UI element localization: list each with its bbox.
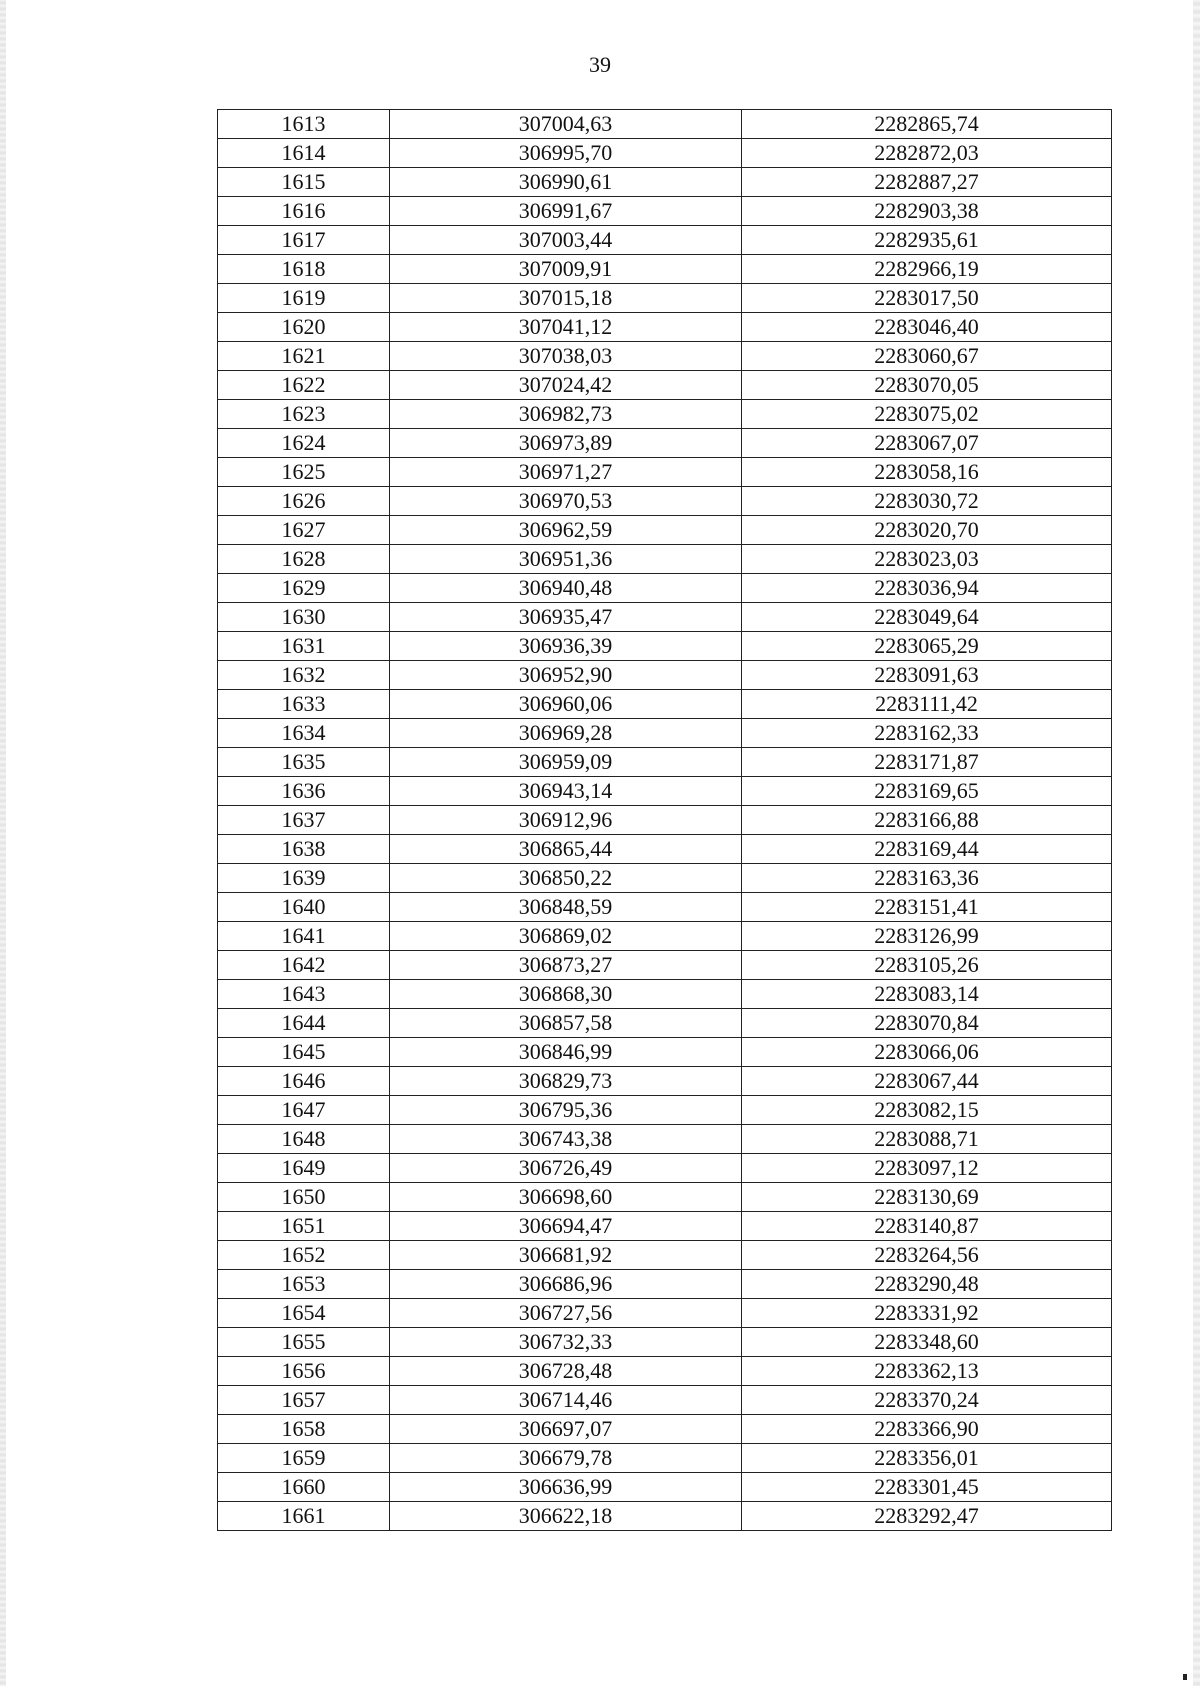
point-number-cell: 1657 (218, 1386, 390, 1415)
point-number-cell: 1652 (218, 1241, 390, 1270)
x-coordinate-cell: 306952,90 (390, 661, 742, 690)
x-coordinate-cell: 306743,38 (390, 1125, 742, 1154)
point-number-cell: 1624 (218, 429, 390, 458)
table-row (218, 603, 1112, 632)
y-coordinate-cell: 2282935,61 (742, 226, 1112, 255)
table-row (218, 719, 1112, 748)
x-coordinate-cell: 306962,59 (390, 516, 742, 545)
y-coordinate-cell: 2283060,67 (742, 342, 1112, 371)
table-row (218, 1241, 1112, 1270)
table-row (218, 1473, 1112, 1502)
x-coordinate-cell: 306990,61 (390, 168, 742, 197)
x-coordinate-cell: 306991,67 (390, 197, 742, 226)
table-row (218, 1183, 1112, 1212)
y-coordinate-cell: 2283292,47 (742, 1502, 1112, 1531)
table-row (218, 1502, 1112, 1531)
table-row (218, 632, 1112, 661)
y-coordinate-cell: 2283105,26 (742, 951, 1112, 980)
point-number-cell: 1627 (218, 516, 390, 545)
x-coordinate-cell: 306951,36 (390, 545, 742, 574)
point-number-cell: 1618 (218, 255, 390, 284)
table-row (218, 545, 1112, 574)
point-number-cell: 1625 (218, 458, 390, 487)
point-number-cell: 1623 (218, 400, 390, 429)
y-coordinate-cell: 2283169,44 (742, 835, 1112, 864)
point-number-cell: 1614 (218, 139, 390, 168)
table-row (218, 690, 1112, 719)
point-number-cell: 1643 (218, 980, 390, 1009)
table-row (218, 139, 1112, 168)
point-number-cell: 1645 (218, 1038, 390, 1067)
x-coordinate-cell: 306971,27 (390, 458, 742, 487)
table-row (218, 400, 1112, 429)
point-number-cell: 1628 (218, 545, 390, 574)
y-coordinate-cell: 2283017,50 (742, 284, 1112, 313)
table-row (218, 748, 1112, 777)
y-coordinate-cell: 2283097,12 (742, 1154, 1112, 1183)
y-coordinate-cell: 2283362,13 (742, 1357, 1112, 1386)
table-row (218, 777, 1112, 806)
point-number-cell: 1654 (218, 1299, 390, 1328)
x-coordinate-cell: 306714,46 (390, 1386, 742, 1415)
y-coordinate-cell: 2283370,24 (742, 1386, 1112, 1415)
y-coordinate-cell: 2282903,38 (742, 197, 1112, 226)
point-number-cell: 1639 (218, 864, 390, 893)
point-number-cell: 1651 (218, 1212, 390, 1241)
x-coordinate-cell: 306848,59 (390, 893, 742, 922)
point-number-cell: 1633 (218, 690, 390, 719)
table-row (218, 1154, 1112, 1183)
point-number-cell: 1632 (218, 661, 390, 690)
table-row (218, 574, 1112, 603)
table-row (218, 806, 1112, 835)
x-coordinate-cell: 306959,09 (390, 748, 742, 777)
x-coordinate-cell: 306869,02 (390, 922, 742, 951)
point-number-cell: 1635 (218, 748, 390, 777)
point-number-cell: 1647 (218, 1096, 390, 1125)
scan-corner-mark (1183, 1674, 1187, 1680)
y-coordinate-cell: 2283126,99 (742, 922, 1112, 951)
table-row (218, 110, 1112, 139)
x-coordinate-cell: 306973,89 (390, 429, 742, 458)
y-coordinate-cell: 2283066,06 (742, 1038, 1112, 1067)
point-number-cell: 1660 (218, 1473, 390, 1502)
x-coordinate-cell: 306982,73 (390, 400, 742, 429)
y-coordinate-cell: 2283356,01 (742, 1444, 1112, 1473)
x-coordinate-cell: 307038,03 (390, 342, 742, 371)
y-coordinate-cell: 2283046,40 (742, 313, 1112, 342)
point-number-cell: 1615 (218, 168, 390, 197)
table-row (218, 168, 1112, 197)
table-row (218, 458, 1112, 487)
y-coordinate-cell: 2283083,14 (742, 980, 1112, 1009)
y-coordinate-cell: 2283020,70 (742, 516, 1112, 545)
y-coordinate-cell: 2283067,07 (742, 429, 1112, 458)
y-coordinate-cell: 2283082,15 (742, 1096, 1112, 1125)
x-coordinate-cell: 306943,14 (390, 777, 742, 806)
x-coordinate-cell: 306698,60 (390, 1183, 742, 1212)
y-coordinate-cell: 2282865,74 (742, 110, 1112, 139)
y-coordinate-cell: 2283049,64 (742, 603, 1112, 632)
x-coordinate-cell: 306679,78 (390, 1444, 742, 1473)
y-coordinate-cell: 2283030,72 (742, 487, 1112, 516)
point-number-cell: 1648 (218, 1125, 390, 1154)
table-row (218, 1125, 1112, 1154)
x-coordinate-cell: 306857,58 (390, 1009, 742, 1038)
page-number: 39 (589, 52, 611, 77)
table-row (218, 835, 1112, 864)
x-coordinate-cell: 306912,96 (390, 806, 742, 835)
point-number-cell: 1631 (218, 632, 390, 661)
table-row (218, 1328, 1112, 1357)
y-coordinate-cell: 2283070,05 (742, 371, 1112, 400)
table-row (218, 1038, 1112, 1067)
table-row (218, 1357, 1112, 1386)
y-coordinate-cell: 2283091,63 (742, 661, 1112, 690)
x-coordinate-cell: 307009,91 (390, 255, 742, 284)
table-row (218, 284, 1112, 313)
y-coordinate-cell: 2282966,19 (742, 255, 1112, 284)
point-number-cell: 1642 (218, 951, 390, 980)
table-row (218, 255, 1112, 284)
point-number-cell: 1649 (218, 1154, 390, 1183)
table-row (218, 516, 1112, 545)
y-coordinate-cell: 2283070,84 (742, 1009, 1112, 1038)
y-coordinate-cell: 2283169,65 (742, 777, 1112, 806)
point-number-cell: 1646 (218, 1067, 390, 1096)
y-coordinate-cell: 2283130,69 (742, 1183, 1112, 1212)
point-number-cell: 1636 (218, 777, 390, 806)
table-row (218, 1009, 1112, 1038)
y-coordinate-cell: 2282872,03 (742, 139, 1112, 168)
x-coordinate-cell: 307003,44 (390, 226, 742, 255)
x-coordinate-cell: 307024,42 (390, 371, 742, 400)
x-coordinate-cell: 306850,22 (390, 864, 742, 893)
table-row (218, 893, 1112, 922)
x-coordinate-cell: 306868,30 (390, 980, 742, 1009)
y-coordinate-cell: 2283067,44 (742, 1067, 1112, 1096)
point-number-cell: 1619 (218, 284, 390, 313)
x-coordinate-cell: 306846,99 (390, 1038, 742, 1067)
y-coordinate-cell: 2283264,56 (742, 1241, 1112, 1270)
table-row (218, 1096, 1112, 1125)
y-coordinate-cell: 2283088,71 (742, 1125, 1112, 1154)
y-coordinate-cell: 2283162,33 (742, 719, 1112, 748)
x-coordinate-cell: 306694,47 (390, 1212, 742, 1241)
point-number-cell: 1644 (218, 1009, 390, 1038)
y-coordinate-cell: 2283023,03 (742, 545, 1112, 574)
x-coordinate-cell: 306726,49 (390, 1154, 742, 1183)
x-coordinate-cell: 307015,18 (390, 284, 742, 313)
x-coordinate-cell: 306697,07 (390, 1415, 742, 1444)
table-row (218, 1415, 1112, 1444)
x-coordinate-cell: 306960,06 (390, 690, 742, 719)
point-number-cell: 1634 (218, 719, 390, 748)
table-row (218, 1067, 1112, 1096)
point-number-cell: 1653 (218, 1270, 390, 1299)
x-coordinate-cell: 306969,28 (390, 719, 742, 748)
point-number-cell: 1640 (218, 893, 390, 922)
point-number-cell: 1656 (218, 1357, 390, 1386)
x-coordinate-cell: 306727,56 (390, 1299, 742, 1328)
point-number-cell: 1655 (218, 1328, 390, 1357)
x-coordinate-cell: 306732,33 (390, 1328, 742, 1357)
table-row (218, 1270, 1112, 1299)
point-number-cell: 1661 (218, 1502, 390, 1531)
table-row (218, 1444, 1112, 1473)
y-coordinate-cell: 2283065,29 (742, 632, 1112, 661)
point-number-cell: 1658 (218, 1415, 390, 1444)
y-coordinate-cell: 2283058,16 (742, 458, 1112, 487)
table-row (218, 1212, 1112, 1241)
table-row (218, 487, 1112, 516)
x-coordinate-cell: 306686,96 (390, 1270, 742, 1299)
y-coordinate-cell: 2283140,87 (742, 1212, 1112, 1241)
x-coordinate-cell: 306636,99 (390, 1473, 742, 1502)
point-number-cell: 1641 (218, 922, 390, 951)
x-coordinate-cell: 306936,39 (390, 632, 742, 661)
table-row (218, 951, 1112, 980)
y-coordinate-cell: 2283151,41 (742, 893, 1112, 922)
scan-edge-left (0, 0, 6, 1686)
y-coordinate-cell: 2283163,36 (742, 864, 1112, 893)
table-row (218, 197, 1112, 226)
y-coordinate-cell: 2283171,87 (742, 748, 1112, 777)
x-coordinate-cell: 306622,18 (390, 1502, 742, 1531)
x-coordinate-cell: 306970,53 (390, 487, 742, 516)
y-coordinate-cell: 2283075,02 (742, 400, 1112, 429)
table-row (218, 429, 1112, 458)
point-number-cell: 1613 (218, 110, 390, 139)
y-coordinate-cell: 2283348,60 (742, 1328, 1112, 1357)
x-coordinate-cell: 306795,36 (390, 1096, 742, 1125)
point-number-cell: 1616 (218, 197, 390, 226)
scan-edge-right (1193, 0, 1200, 1686)
x-coordinate-cell: 306940,48 (390, 574, 742, 603)
x-coordinate-cell: 306681,92 (390, 1241, 742, 1270)
table-row (218, 371, 1112, 400)
y-coordinate-cell: 2283366,90 (742, 1415, 1112, 1444)
y-coordinate-cell: 2283166,88 (742, 806, 1112, 835)
point-number-cell: 1620 (218, 313, 390, 342)
y-coordinate-cell: 2283111,42 (742, 690, 1112, 719)
table-row (218, 922, 1112, 951)
x-coordinate-cell: 306995,70 (390, 139, 742, 168)
point-number-cell: 1637 (218, 806, 390, 835)
x-coordinate-cell: 306728,48 (390, 1357, 742, 1386)
point-number-cell: 1621 (218, 342, 390, 371)
point-number-cell: 1638 (218, 835, 390, 864)
x-coordinate-cell: 306865,44 (390, 835, 742, 864)
table-row (218, 864, 1112, 893)
y-coordinate-cell: 2283036,94 (742, 574, 1112, 603)
y-coordinate-cell: 2283301,45 (742, 1473, 1112, 1502)
coordinates-table (217, 109, 1112, 1531)
point-number-cell: 1659 (218, 1444, 390, 1473)
x-coordinate-cell: 306829,73 (390, 1067, 742, 1096)
x-coordinate-cell: 307004,63 (390, 110, 742, 139)
point-number-cell: 1629 (218, 574, 390, 603)
table-row (218, 1299, 1112, 1328)
point-number-cell: 1617 (218, 226, 390, 255)
table-row (218, 980, 1112, 1009)
point-number-cell: 1650 (218, 1183, 390, 1212)
x-coordinate-cell: 306873,27 (390, 951, 742, 980)
table-row (218, 226, 1112, 255)
table-row (218, 661, 1112, 690)
y-coordinate-cell: 2282887,27 (742, 168, 1112, 197)
x-coordinate-cell: 307041,12 (390, 313, 742, 342)
point-number-cell: 1630 (218, 603, 390, 632)
point-number-cell: 1626 (218, 487, 390, 516)
table-row (218, 342, 1112, 371)
point-number-cell: 1622 (218, 371, 390, 400)
y-coordinate-cell: 2283331,92 (742, 1299, 1112, 1328)
y-coordinate-cell: 2283290,48 (742, 1270, 1112, 1299)
table-row (218, 1386, 1112, 1415)
x-coordinate-cell: 306935,47 (390, 603, 742, 632)
coordinates-table-body (218, 110, 1112, 1531)
table-row (218, 313, 1112, 342)
